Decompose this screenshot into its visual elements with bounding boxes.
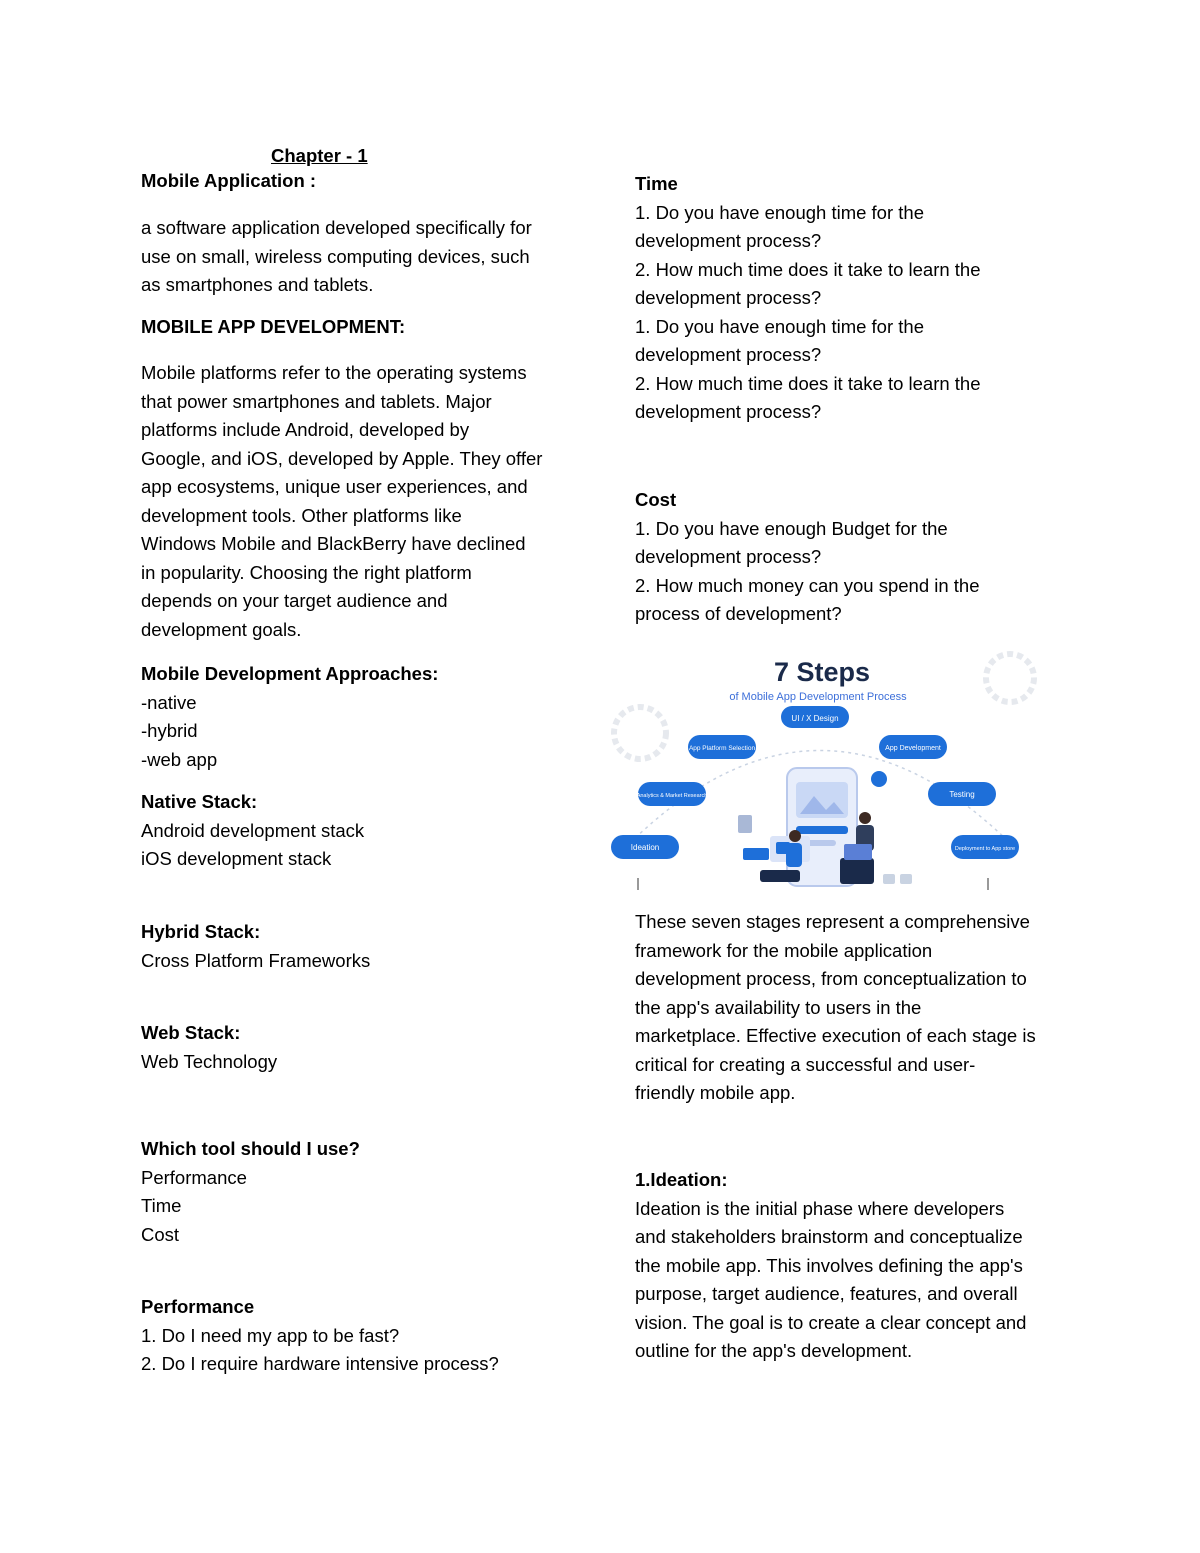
mobile-app-definition <box>141 214 532 300</box>
approach-item: -hybrid <box>141 720 198 741</box>
text-line: purpose, target audience, features, and overall <box>635 1283 1018 1304</box>
cost-item: development process? <box>635 546 822 567</box>
time-item: 1. Do you have enough time for the <box>635 315 924 337</box>
seven-steps-infographic <box>600 648 1040 893</box>
hybrid-item: Cross Platform Frameworks <box>141 949 371 971</box>
text-line: Windows Mobile and BlackBerry have declined <box>141 533 526 554</box>
card-icon <box>743 848 769 860</box>
dev-paragraph <box>141 359 542 644</box>
text-line: a software application developed specifically for <box>141 217 532 238</box>
tool-item: Time <box>141 1195 182 1216</box>
text-line: vision. The goal is to create a clear concept and <box>635 1311 1027 1333</box>
approach-item: -native <box>141 691 197 713</box>
text-line: development process, from conceptualization to <box>635 968 1027 989</box>
tool-item: Cost <box>141 1223 180 1245</box>
step-app-development <box>879 735 947 759</box>
step-ui-design <box>781 706 849 728</box>
stages-paragraph <box>635 908 1036 1108</box>
gear-icon <box>871 771 887 787</box>
web-item: Web Technology <box>141 1050 278 1072</box>
svg-text:App Platform Selection: App Platform Selection <box>688 745 756 752</box>
text-line: development tools. Other platforms like <box>141 504 462 526</box>
text-line: friendly mobile app. <box>635 1082 796 1103</box>
lock-icon <box>738 815 752 833</box>
time-item: 2. How much time does it take to learn the <box>635 372 981 394</box>
native-heading: Native Stack: <box>141 791 258 812</box>
text-line: use on small, wireless computing devices, such <box>141 245 530 267</box>
text-line: platforms include Android, developed by <box>141 419 470 440</box>
folder-icon <box>883 874 895 884</box>
gear-icon <box>614 707 666 759</box>
native-item: iOS development stack <box>141 848 332 869</box>
performance-heading: Performance <box>141 1296 255 1317</box>
tool-section <box>141 1135 360 1249</box>
hybrid-heading: Hybrid Stack: <box>141 921 261 942</box>
text-line: as smartphones and tablets. <box>141 274 374 295</box>
native-item: Android development stack <box>141 819 365 841</box>
web-stack-section <box>141 1019 277 1076</box>
performance-item: 1. Do I need my app to be fast? <box>141 1324 400 1346</box>
hybrid-stack-section <box>141 918 370 975</box>
text-line: that power smartphones and tablets. Major <box>141 390 492 412</box>
cost-section <box>635 486 980 629</box>
text-line: app ecosystems, unique user experiences, and <box>141 476 528 497</box>
step-deployment <box>951 835 1019 859</box>
text-line: marketplace. Effective execution of each stage is <box>635 1025 1036 1046</box>
folder-icon <box>900 874 912 884</box>
ideation-section <box>635 1166 1026 1366</box>
time-item: development process? <box>635 287 822 308</box>
cost-heading: Cost <box>635 489 677 510</box>
svg-text:Ideation: Ideation <box>630 843 660 852</box>
svg-text:UI / X Design: UI / X Design <box>791 714 839 723</box>
text-line: Ideation is the initial phase where developers <box>635 1197 1005 1219</box>
mobile-app-heading: Mobile Application : <box>141 170 317 191</box>
dev-heading: MOBILE APP DEVELOPMENT: <box>141 316 406 337</box>
svg-text:Analytics & Market Research: Analytics & Market Research <box>636 793 708 799</box>
time-item: development process? <box>635 230 822 251</box>
text-line: depends on your target audience and <box>141 590 448 611</box>
time-item: development process? <box>635 401 822 422</box>
cost-item: 1. Do you have enough Budget for the <box>635 517 948 539</box>
text-line: Mobile platforms refer to the operating systems <box>141 362 527 383</box>
text-line: outline for the app's development. <box>635 1340 913 1361</box>
cost-item: 2. How much money can you spend in the <box>635 574 980 596</box>
step-analytics <box>637 782 708 806</box>
text-line: These seven stages represent a comprehensive <box>635 911 1030 932</box>
text-line: and stakeholders brainstorm and conceptualize <box>635 1226 1023 1247</box>
step-platform-selection <box>688 735 756 759</box>
text-line: critical for creating a successful and user- <box>635 1053 976 1075</box>
web-heading: Web Stack: <box>141 1022 241 1043</box>
approach-item: -web app <box>141 748 218 770</box>
text-line: framework for the mobile application <box>635 939 933 961</box>
infographic-title: 7 Steps <box>773 657 871 687</box>
step-testing <box>928 782 996 806</box>
text-line: development goals. <box>141 618 302 640</box>
approaches-heading: Mobile Development Approaches: <box>141 663 439 684</box>
tool-heading: Which tool should I use? <box>141 1138 360 1159</box>
native-stack-section <box>141 788 364 874</box>
performance-item: 2. Do I require hardware intensive process? <box>141 1353 499 1374</box>
approaches-section <box>141 660 438 774</box>
text-line: in popularity. Choosing the right platform <box>141 561 472 583</box>
svg-text:Testing: Testing <box>949 790 975 799</box>
time-item: 2. How much time does it take to learn the <box>635 258 981 280</box>
time-item: development process? <box>635 344 822 365</box>
svg-text:App Development: App Development <box>885 745 941 752</box>
gear-icon <box>986 654 1034 702</box>
time-heading: Time <box>635 173 678 194</box>
tool-item: Performance <box>141 1166 247 1188</box>
text-line: the mobile app. This involves defining the app's <box>635 1254 1023 1276</box>
chapter-title: Chapter - 1 <box>271 145 368 166</box>
time-section <box>635 170 981 427</box>
infographic-subtitle: of Mobile App Development Process <box>729 691 907 703</box>
text-line: Google, and iOS, developed by Apple. They offer <box>141 447 543 469</box>
cost-item: process of development? <box>635 603 842 624</box>
step-ideation <box>611 835 679 859</box>
text-line: the app's availability to users in the <box>635 996 922 1018</box>
time-item: 1. Do you have enough time for the <box>635 201 924 223</box>
ideation-heading: 1.Ideation: <box>635 1169 728 1190</box>
performance-section <box>141 1293 499 1379</box>
svg-text:Deployment to App store: Deployment to App store <box>954 846 1016 852</box>
